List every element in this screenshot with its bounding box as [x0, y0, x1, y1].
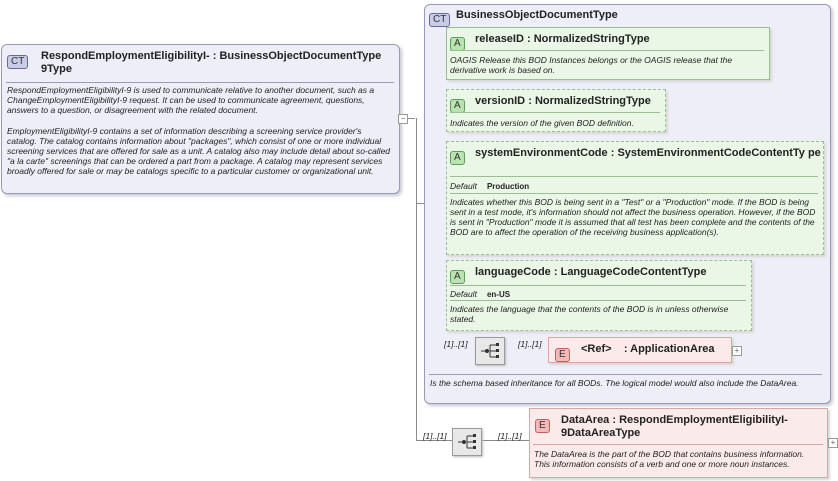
attribute-type: LanguageCodeContentType: [560, 266, 707, 278]
attribute-description: Indicates the version of the given BOD definition.: [450, 118, 634, 128]
divider: [533, 444, 823, 445]
default-label: Default: [450, 289, 477, 299]
root-badge-wrap: [7, 51, 28, 69]
colon: :: [527, 33, 531, 45]
cardinality: [1]..[1]: [498, 431, 522, 441]
attribute-header: [475, 266, 706, 278]
attribute-systemEnvironmentCode[interactable]: [446, 141, 824, 255]
collapse-toggle[interactable]: −: [398, 114, 408, 124]
attribute-name: versionID: [475, 95, 526, 107]
element-header: [561, 414, 821, 440]
divider: [450, 176, 818, 177]
attribute-description: OAGIS Release this BOD Instances belongs or the OAGIS release that the derivative work is based on.: [450, 55, 733, 75]
colon: :: [623, 343, 628, 355]
default-label: Default: [450, 181, 477, 191]
divider: [450, 50, 764, 51]
sequence-icon: [453, 429, 481, 455]
attribute-releaseID[interactable]: [446, 27, 770, 80]
element-description: The DataArea is the part of the BOD that contains business information. This information consists of a verb and one or more noun instances.: [534, 449, 805, 469]
attribute-header: [475, 95, 651, 107]
element-header: [581, 343, 715, 355]
colon: :: [528, 95, 532, 107]
attribute-header: [475, 33, 650, 45]
ct-icon: CT: [7, 55, 28, 69]
root-complex-type[interactable]: [1, 44, 400, 194]
element-data-area[interactable]: [529, 408, 828, 478]
element-icon: E: [555, 348, 570, 362]
divider: [450, 193, 818, 194]
element-name: DataArea: [561, 414, 610, 426]
expand-toggle[interactable]: +: [828, 438, 838, 448]
attribute-name: releaseID: [475, 33, 524, 45]
colon: :: [553, 266, 558, 278]
sequence-compositor[interactable]: [475, 337, 505, 365]
attribute-header: [475, 147, 821, 160]
element-icon: E: [535, 419, 550, 433]
element-type: ApplicationArea: [630, 343, 715, 355]
divider: [450, 285, 746, 286]
divider: [450, 112, 660, 113]
attribute-icon: A: [450, 99, 465, 113]
default-row: [450, 181, 529, 191]
attribute-icon: A: [450, 151, 465, 165]
divider: [429, 374, 822, 375]
bod-description: Is the schema based inheritance for all BODs. The logical model would also include the DataArea.: [430, 378, 799, 388]
attribute-type: NormalizedStringType: [533, 33, 650, 45]
cardinality: [1]..[1]: [518, 339, 542, 349]
divider: [450, 300, 746, 301]
divider: [6, 82, 394, 83]
attribute-icon: A: [450, 270, 465, 284]
cardinality: [1]..[1]: [444, 339, 468, 349]
bod-connector: [416, 203, 424, 204]
attribute-description: Indicates the language that the contents of the BOD is in unless otherwise stated.: [450, 304, 729, 324]
vertical-connector: [416, 118, 417, 440]
attribute-name: languageCode: [475, 266, 551, 278]
attribute-type: SystemEnvironmentCodeContentTy pe: [617, 147, 821, 159]
attribute-type: NormalizedStringType: [534, 95, 651, 107]
ct-icon: CT: [429, 13, 450, 27]
default-value: Production: [486, 182, 530, 191]
expand-toggle[interactable]: +: [732, 346, 742, 356]
element-ref-name: <Ref>: [581, 343, 612, 355]
sequence-icon: [476, 338, 504, 364]
element-application-area[interactable]: [548, 337, 732, 363]
attribute-description: Indicates whether this BOD is being sent in a "Test" or a "Production" mode. If the BOD is being sent in a test mode, it's information should not affect the business operation. However, if the BOD is sent in "Production" mode it is assumed that all test has been complete and the contents of the BOD are to affect the operation of the receiving business application(s).: [450, 197, 816, 237]
element-type: RespondEmploymentEligibilityI- 9DataAreaType: [561, 414, 788, 439]
attribute-icon: A: [450, 37, 465, 51]
default-value: en-US: [486, 290, 511, 299]
attribute-name: systemEnvironmentCode: [475, 147, 608, 159]
colon: :: [610, 147, 615, 159]
root-title: RespondEmploymentEligibilityI- : BusinessObjectDocumentType 9Type: [41, 50, 382, 75]
bod-title: BusinessObjectDocumentType: [456, 9, 618, 21]
cardinality: [1]..[1]: [423, 431, 447, 441]
bod-badge-wrap: [429, 9, 450, 27]
attribute-versionID[interactable]: [446, 89, 666, 132]
default-row: [450, 289, 510, 299]
sequence-compositor[interactable]: [452, 428, 482, 456]
attribute-languageCode[interactable]: [446, 260, 752, 331]
colon: :: [612, 414, 617, 426]
root-description-2: EmploymentEligibilityI-9 contains a set of information describing a screening service provider's catalog. The catalog contains information about "packages", which consist of one or more individual screening services that are offered for sale as a unit. A catalog also may include detail about so-called "a la carte" screenings that can be ordered a part from a package. A catalog may represent services broadly offered for sale or may be catalogs specific to a particular customer or organizational unit.: [7, 126, 391, 176]
root-description-1: RespondEmploymentEligibilityI-9 is used to communicate relative to another document, such as a ChangeEmploymentEligibilityI-9 request. It can be used to communicate agreement, questions, answers to a question, or disagreement with the related document.: [7, 85, 375, 115]
